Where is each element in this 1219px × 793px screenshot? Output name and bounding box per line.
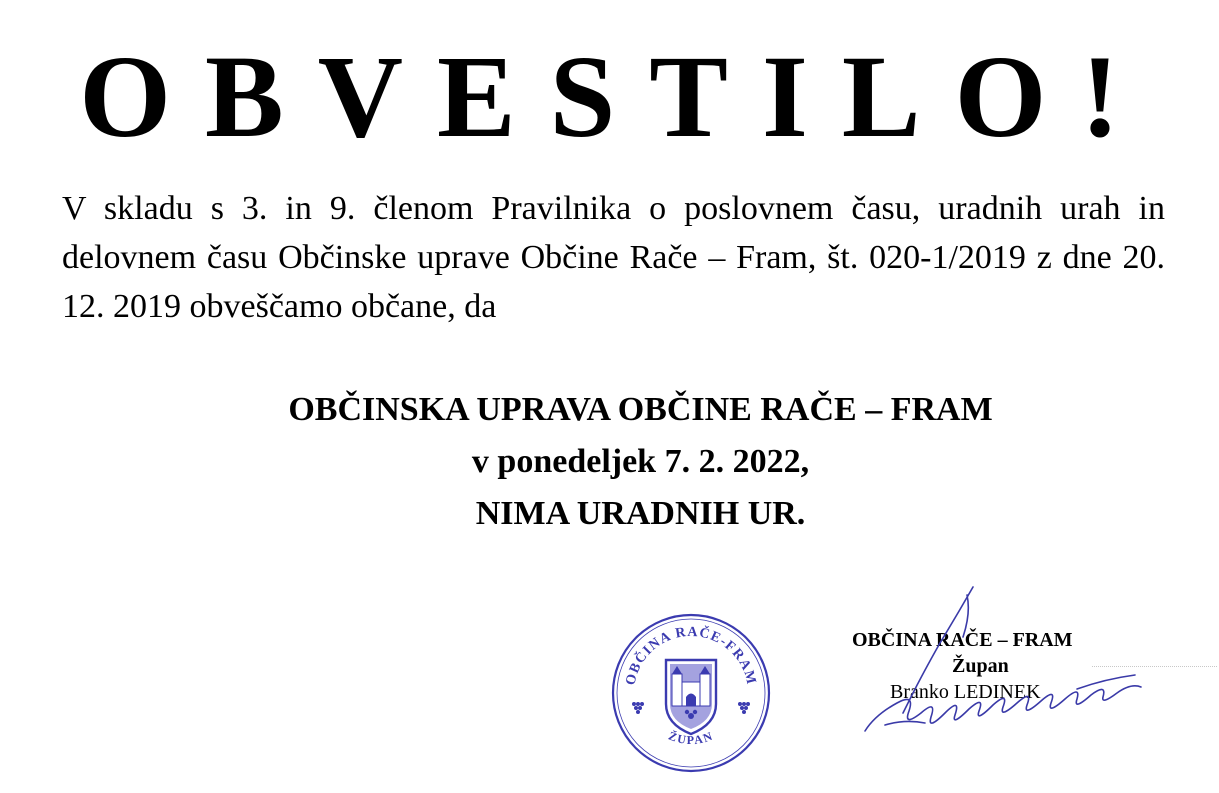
notice-line-no-hours: NIMA URADNIH UR. [475, 495, 806, 532]
signature-block [852, 627, 1152, 705]
municipality-stamp [610, 612, 772, 774]
notice-line-office: OBČINSKA UPRAVA OBČINE RAČE – FRAM [288, 391, 993, 428]
notice-line-date: v ponedeljek 7. 2. 2022, [471, 443, 810, 480]
document-title: OBVESTILO! [79, 31, 1154, 162]
signature-role: Župan [952, 655, 1009, 677]
svg-text:ŽUPAN [667, 728, 716, 747]
stamp-bottom-text: ŽUPAN [666, 728, 716, 748]
body-paragraph: V skladu s 3. in 9. členom Pravilnika o poslovnem času, uradnih urah in delovnem času Občinske uprave Občine Rače – Fram, št. 020-1/2019 z dne 20. 12. 2019 obveščamo občane, da [62, 190, 1165, 325]
signature-organization: OBČINA RAČE – FRAM [852, 629, 1073, 651]
notice-block [0, 384, 1219, 540]
signature-name: Branko LEDINEK [890, 681, 1041, 703]
stamp-ring-text: OBČINA RAČE-FRAM [623, 624, 759, 687]
coat-of-arms-icon [666, 660, 716, 734]
